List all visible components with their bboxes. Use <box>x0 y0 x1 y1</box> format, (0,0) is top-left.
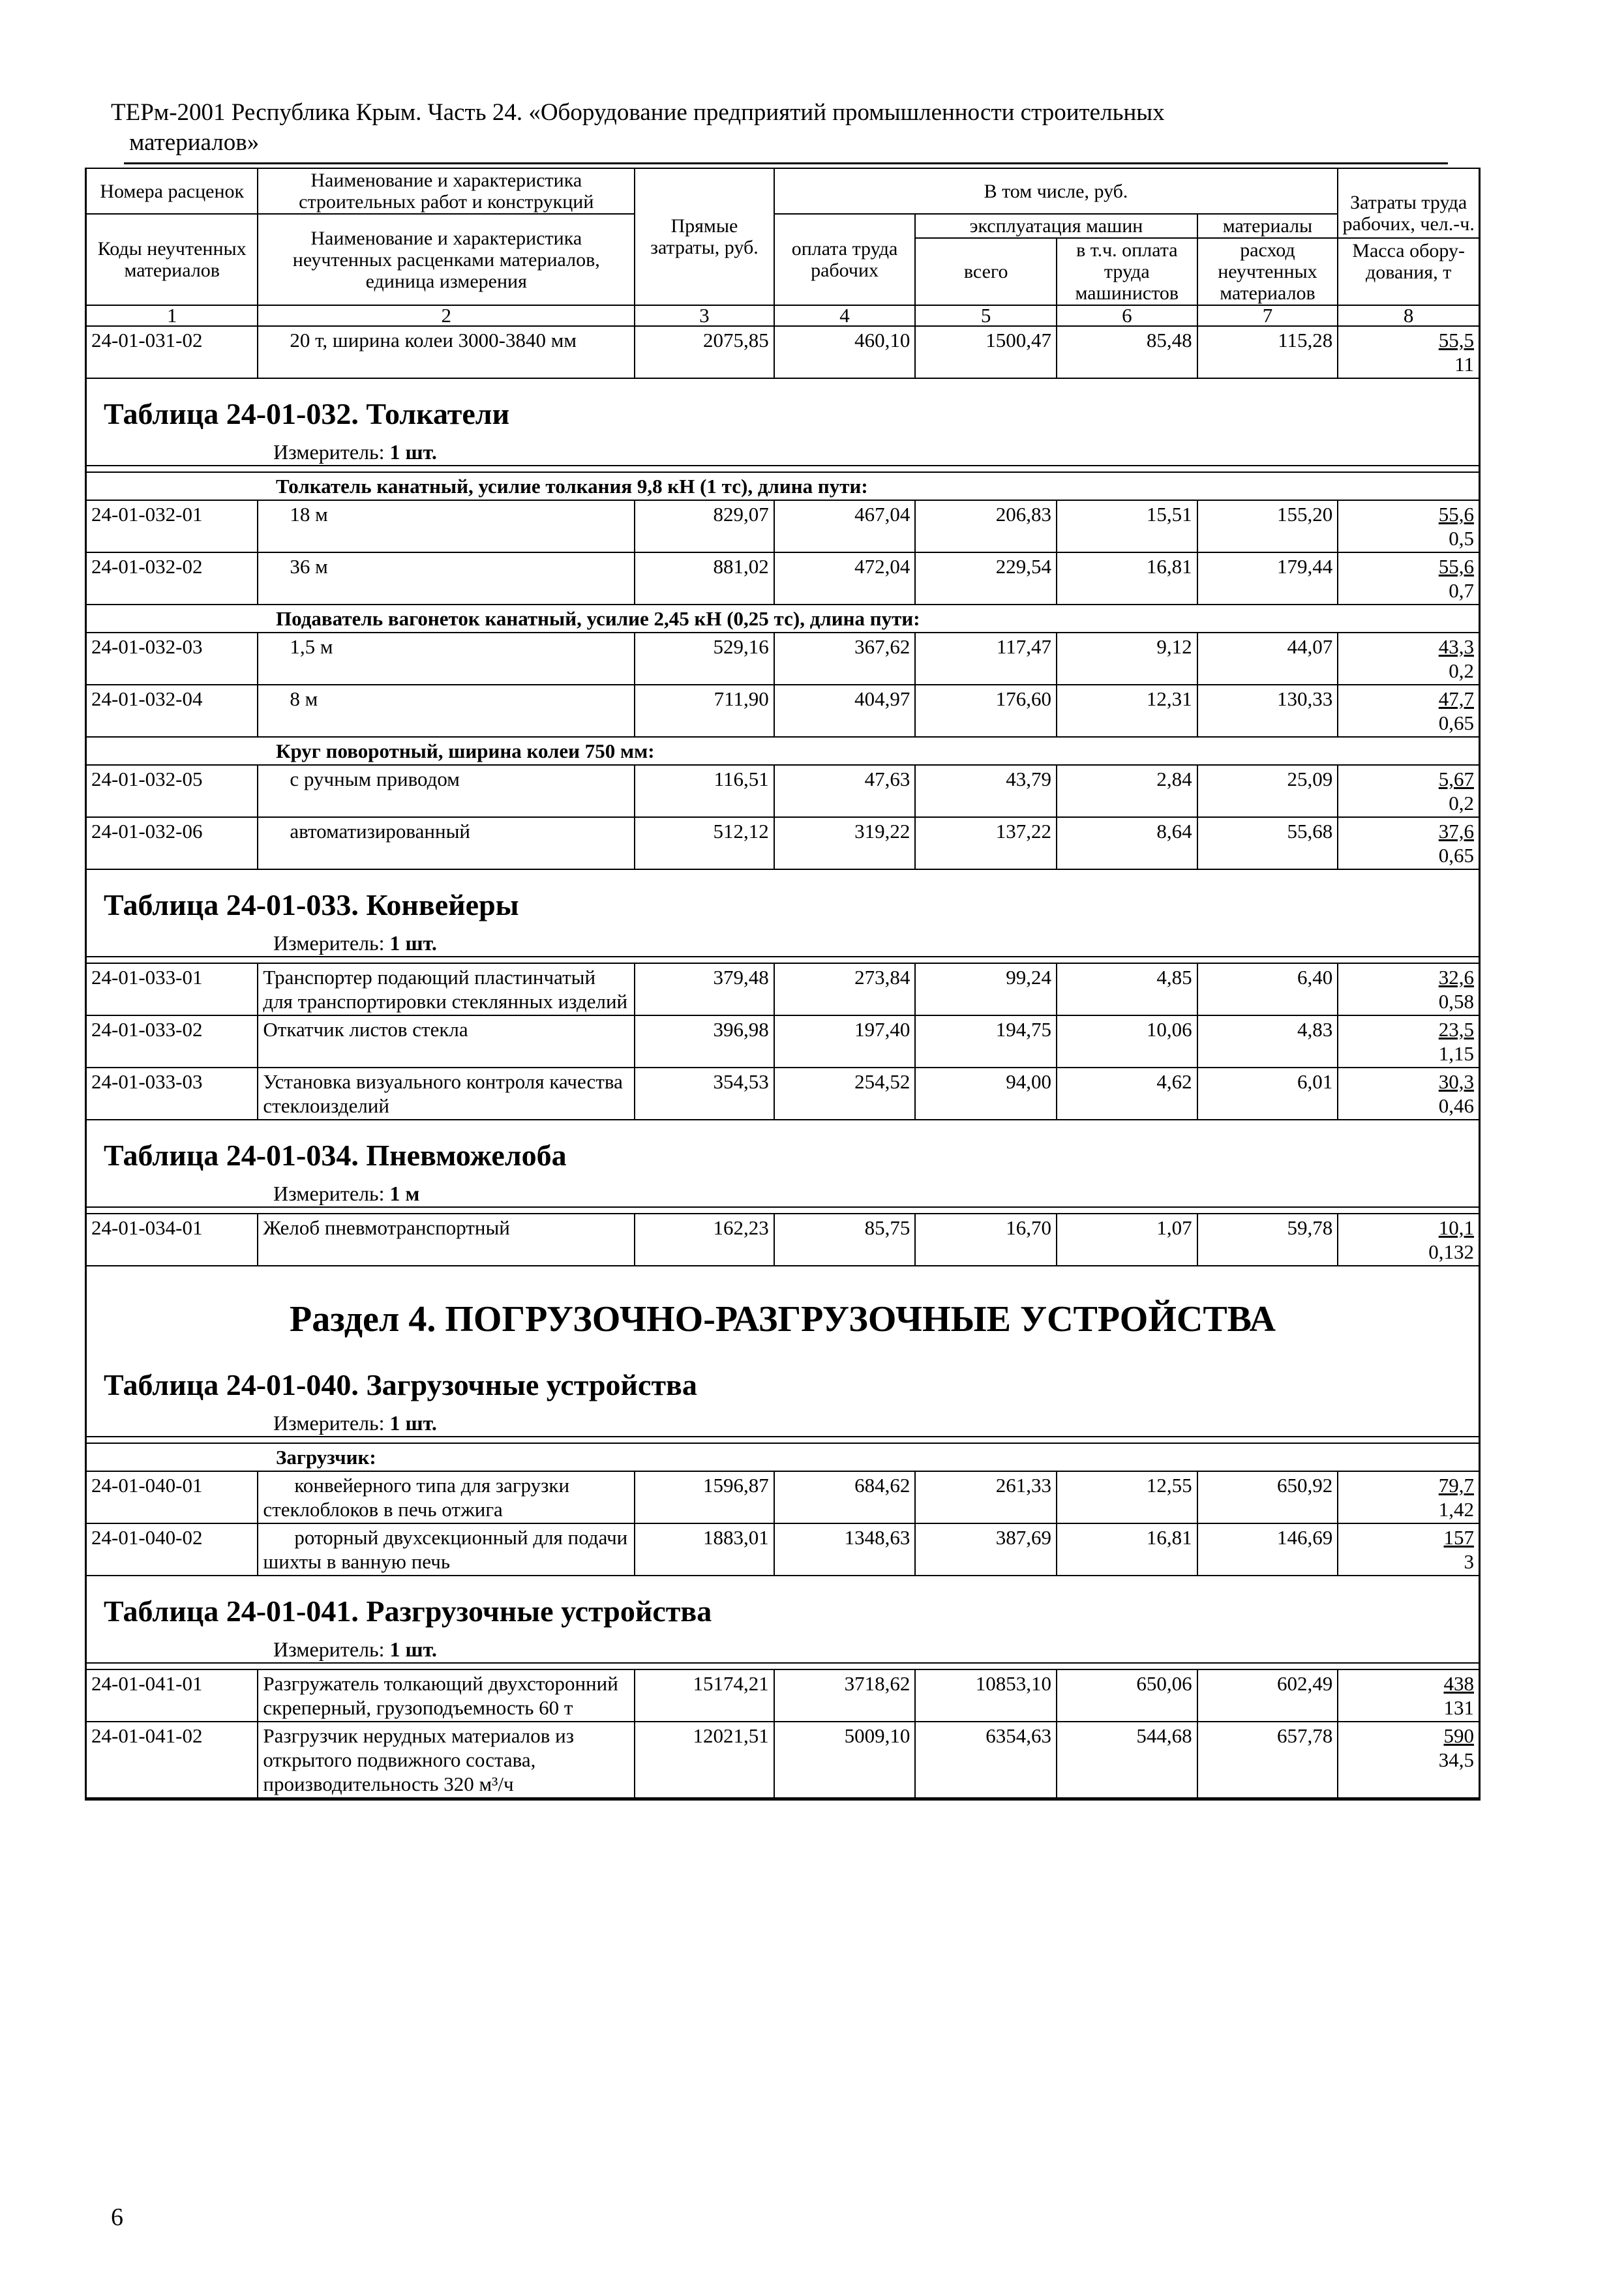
measure-value: 1 шт. <box>389 440 437 464</box>
direct-costs: 162,23 <box>635 1214 774 1266</box>
col1-top: Номера расценок <box>87 168 258 214</box>
equipment-mass: 0,58 <box>1438 990 1474 1013</box>
materials-cost: 130,33 <box>1197 685 1338 737</box>
drivers-wage: 650,06 <box>1057 1669 1197 1722</box>
work-name: автоматизированный <box>258 817 635 869</box>
drivers-wage: 12,55 <box>1057 1471 1197 1523</box>
labor-wage: 85,75 <box>774 1214 916 1266</box>
work-name: роторный двухсекционный для подачи шихты в ванную печь <box>258 1523 635 1576</box>
direct-costs: 881,02 <box>635 552 774 605</box>
drivers-wage: 15,51 <box>1057 500 1197 552</box>
table-row <box>87 633 1479 685</box>
work-name: Желоб пневмотранспортный <box>258 1214 635 1266</box>
header-line-1: ТЕРм-2001 Республика Крым. Часть 24. «Оборудование предприятий промышленности строительных <box>111 99 1165 126</box>
column-number: 8 <box>1338 305 1479 326</box>
machines-total: 229,54 <box>915 552 1057 605</box>
equipment-mass: 131 <box>1443 1696 1474 1719</box>
work-name: Откатчик листов стекла <box>258 1015 635 1068</box>
page-number: 6 <box>111 2204 123 2231</box>
table-row <box>87 500 1479 552</box>
table-row <box>87 963 1479 1015</box>
rate-code: 24-01-033-01 <box>87 963 258 1015</box>
table-row <box>87 1669 1479 1722</box>
table-row <box>87 1471 1479 1523</box>
labor-hours: 55,5 <box>1438 329 1474 352</box>
labor-wage: 197,40 <box>774 1015 916 1068</box>
col8-top: Затраты труда рабочих, чел.-ч. <box>1342 192 1475 235</box>
work-name: 8 м <box>258 685 635 737</box>
rates-table <box>87 1206 1479 1266</box>
materials-cost: 146,69 <box>1197 1523 1338 1576</box>
labor-hours: 55,6 <box>1438 555 1474 578</box>
table-row <box>87 1523 1479 1576</box>
column-number: 6 <box>1057 305 1197 326</box>
labor-hours: 438 <box>1443 1672 1474 1695</box>
materials-cost: 115,28 <box>1197 326 1338 378</box>
labor-hours-and-mass <box>1338 765 1479 817</box>
machines-total: 117,47 <box>915 633 1057 685</box>
equipment-mass: 0,2 <box>1449 792 1474 815</box>
drivers-wage: 544,68 <box>1057 1722 1197 1798</box>
rate-code: 24-01-032-01 <box>87 500 258 552</box>
table-row <box>87 685 1479 737</box>
work-name: Разгружатель толкающий двухсторонний скреперный, грузоподъемность 60 т <box>258 1669 635 1722</box>
labor-hours-and-mass <box>1338 1722 1479 1798</box>
group-heading-row <box>87 737 1479 765</box>
rate-code: 24-01-032-03 <box>87 633 258 685</box>
work-name: Транспортер подающий пластинчатый для транспортировки стеклянных изделий <box>258 963 635 1015</box>
group-heading: Загрузчик: <box>87 1443 1479 1471</box>
direct-costs: 1883,01 <box>635 1523 774 1576</box>
equipment-mass: 11 <box>1454 353 1474 376</box>
labor-hours: 5,67 <box>1438 768 1474 790</box>
materials-cost: 4,83 <box>1197 1015 1338 1068</box>
measure-value: 1 шт. <box>389 931 437 955</box>
labor-wage: 3718,62 <box>774 1669 916 1722</box>
equipment-mass: 0,7 <box>1449 579 1474 602</box>
rate-code: 24-01-040-02 <box>87 1523 258 1576</box>
measure-label: Измеритель: <box>273 440 385 464</box>
machines-total: 99,24 <box>915 963 1057 1015</box>
labor-hours-and-mass <box>1338 963 1479 1015</box>
measure-value: 1 м <box>389 1182 420 1205</box>
rates-table <box>87 1436 1479 1576</box>
machines-total: 10853,10 <box>915 1669 1057 1722</box>
labor-hours-and-mass <box>1338 1471 1479 1523</box>
materials-header: материалы <box>1197 214 1338 238</box>
direct-costs: 2075,85 <box>635 326 774 378</box>
equipment-mass: 0,2 <box>1449 659 1474 682</box>
rate-code: 24-01-032-05 <box>87 765 258 817</box>
page-header <box>111 98 1454 158</box>
labor-wage: 5009,10 <box>774 1722 916 1798</box>
labor-hours-and-mass <box>1338 552 1479 605</box>
drivers-wage: 4,85 <box>1057 963 1197 1015</box>
equipment-mass: 0,65 <box>1438 844 1474 867</box>
materials-cost: 6,40 <box>1197 963 1338 1015</box>
equipment-mass: 0,132 <box>1428 1240 1474 1263</box>
direct-costs: 15174,21 <box>635 1669 774 1722</box>
table-title: Таблица 24-01-033. Конвейеры <box>104 888 519 921</box>
drivers-wage: 16,81 <box>1057 552 1197 605</box>
labor-hours-and-mass <box>1338 1523 1479 1576</box>
equipment-mass: 1,42 <box>1438 1498 1474 1521</box>
labor-hours-and-mass <box>1338 633 1479 685</box>
group-heading-row <box>87 472 1479 500</box>
direct-costs: 512,12 <box>635 817 774 869</box>
group-heading: Подаватель вагонеток канатный, усилие 2,45 кН (0,25 тс), длина пути: <box>87 605 1479 633</box>
work-name: Разгрузчик нерудных материалов из открытого подвижного состава, производительность 320 м³/ч <box>258 1722 635 1798</box>
work-name: конвейерного типа для загрузки стеклоблоков в печь отжига <box>258 1471 635 1523</box>
labor-hours: 23,5 <box>1438 1018 1474 1041</box>
table-row <box>87 552 1479 605</box>
labor-wage: 1348,63 <box>774 1523 916 1576</box>
table-title: Таблица 24-01-034. Пневможелоба <box>104 1139 567 1172</box>
machines-total: 6354,63 <box>915 1722 1057 1798</box>
labor-hours-and-mass <box>1338 1214 1479 1266</box>
labor-wage: 467,04 <box>774 500 916 552</box>
labor-wage: 273,84 <box>774 963 916 1015</box>
labor-wage: 404,97 <box>774 685 916 737</box>
column-number: 4 <box>774 305 916 326</box>
machines-total: 1500,47 <box>915 326 1057 378</box>
materials-cost: 59,78 <box>1197 1214 1338 1266</box>
column-number: 2 <box>258 305 635 326</box>
materials-cost: 6,01 <box>1197 1068 1338 1120</box>
drivers-wage: 9,12 <box>1057 633 1197 685</box>
measure-line <box>87 435 1479 465</box>
rate-code: 24-01-031-02 <box>87 326 258 378</box>
drivers-wage: 4,62 <box>1057 1068 1197 1120</box>
rates-table <box>87 956 1479 1120</box>
labor-hours-and-mass <box>1338 685 1479 737</box>
column-number: 3 <box>635 305 774 326</box>
drivers-wage: 1,07 <box>1057 1214 1197 1266</box>
column-number: 7 <box>1197 305 1338 326</box>
document-body <box>85 168 1481 1801</box>
rate-code: 24-01-032-06 <box>87 817 258 869</box>
direct-costs: 379,48 <box>635 963 774 1015</box>
labor-hours-and-mass <box>1338 1669 1479 1722</box>
measure-line <box>87 1176 1479 1206</box>
work-name: 36 м <box>258 552 635 605</box>
materials-cost: 155,20 <box>1197 500 1338 552</box>
labor-hours: 37,6 <box>1438 820 1474 843</box>
rate-code: 24-01-034-01 <box>87 1214 258 1266</box>
labor-hours: 79,7 <box>1438 1474 1474 1497</box>
materials-cost: 602,49 <box>1197 1669 1338 1722</box>
machines-total: 137,22 <box>915 817 1057 869</box>
rate-code: 24-01-040-01 <box>87 1471 258 1523</box>
labor-hours: 590 <box>1443 1724 1474 1747</box>
group-heading: Круг поворотный, ширина колеи 750 мм: <box>87 737 1479 765</box>
table-row <box>87 765 1479 817</box>
rate-code: 24-01-033-03 <box>87 1068 258 1120</box>
labor-hours-and-mass <box>1338 1068 1479 1120</box>
work-name: 20 т, ширина колеи 3000-3840 мм <box>258 326 635 378</box>
labor-wage: 367,62 <box>774 633 916 685</box>
machines-total: 194,75 <box>915 1015 1057 1068</box>
equipment-mass: 0,65 <box>1438 711 1474 734</box>
work-name: с ручным приводом <box>258 765 635 817</box>
rate-code: 24-01-041-01 <box>87 1669 258 1722</box>
labor-wage: 472,04 <box>774 552 916 605</box>
drivers-wage: 8,64 <box>1057 817 1197 869</box>
drivers-wage: 12,31 <box>1057 685 1197 737</box>
table-title: Таблица 24-01-040. Загрузочные устройства <box>104 1368 697 1401</box>
direct-costs: 1596,87 <box>635 1471 774 1523</box>
labor-hours-and-mass <box>1338 500 1479 552</box>
drivers-wage: 85,48 <box>1057 326 1197 378</box>
machines-total: 206,83 <box>915 500 1057 552</box>
equipment-mass: 1,15 <box>1438 1042 1474 1065</box>
measure-label: Измеритель: <box>273 1411 385 1435</box>
measure-label: Измеритель: <box>273 1182 385 1205</box>
col4-header: оплата труда рабочих <box>774 214 916 305</box>
drivers-wage: 10,06 <box>1057 1015 1197 1068</box>
labor-hours: 10,1 <box>1438 1216 1474 1239</box>
materials-cost: 657,78 <box>1197 1722 1338 1798</box>
column-header-table <box>87 168 1479 379</box>
labor-wage: 460,10 <box>774 326 916 378</box>
materials-cost: 650,92 <box>1197 1471 1338 1523</box>
col6-header: в т.ч. оплата труда машинистов <box>1057 238 1197 305</box>
labor-hours: 32,6 <box>1438 966 1474 989</box>
rate-code: 24-01-033-02 <box>87 1015 258 1068</box>
group-heading-row <box>87 605 1479 633</box>
measure-label: Измеритель: <box>273 931 385 955</box>
machines-total: 43,79 <box>915 765 1057 817</box>
measure-value: 1 шт. <box>389 1411 437 1435</box>
measure-line <box>87 926 1479 956</box>
measure-line <box>87 1632 1479 1662</box>
labor-hours: 55,6 <box>1438 503 1474 526</box>
machines-total: 387,69 <box>915 1523 1057 1576</box>
col8-bottom: Масса обору-дования, т <box>1338 237 1479 284</box>
incl-header: В том числе, руб. <box>774 168 1338 214</box>
measure-label: Измеритель: <box>273 1638 385 1661</box>
direct-costs: 711,90 <box>635 685 774 737</box>
rates-table <box>87 465 1479 870</box>
col3-header: Прямые затраты, руб. <box>635 168 774 305</box>
group-heading: Толкатель канатный, усилие толкания 9,8 кН (1 тс), длина пути: <box>87 472 1479 500</box>
labor-hours-and-mass <box>1338 1015 1479 1068</box>
column-number: 1 <box>87 305 258 326</box>
direct-costs: 354,53 <box>635 1068 774 1120</box>
table-row <box>87 1015 1479 1068</box>
direct-costs: 12021,51 <box>635 1722 774 1798</box>
labor-wage: 47,63 <box>774 765 916 817</box>
rate-code: 24-01-032-02 <box>87 552 258 605</box>
direct-costs: 529,16 <box>635 633 774 685</box>
labor-hours-and-mass <box>1338 326 1479 378</box>
drivers-wage: 2,84 <box>1057 765 1197 817</box>
table-row <box>87 1722 1479 1798</box>
direct-costs: 829,07 <box>635 500 774 552</box>
equipment-mass: 0,46 <box>1438 1094 1474 1117</box>
col8-header <box>1338 168 1479 305</box>
rates-table <box>87 1662 1479 1799</box>
equipment-mass: 0,5 <box>1449 527 1474 550</box>
labor-wage: 684,62 <box>774 1471 916 1523</box>
materials-cost: 44,07 <box>1197 633 1338 685</box>
table-title: Таблица 24-01-032. Толкатели <box>104 397 510 430</box>
labor-hours: 157 <box>1443 1526 1474 1549</box>
header-line-2: материалов» <box>129 129 260 156</box>
drivers-wage: 16,81 <box>1057 1523 1197 1576</box>
machines-header: эксплуатация машин <box>915 214 1197 238</box>
col5-header: всего <box>915 238 1057 305</box>
equipment-mass: 34,5 <box>1438 1748 1474 1771</box>
rate-code: 24-01-041-02 <box>87 1722 258 1798</box>
direct-costs: 396,98 <box>635 1015 774 1068</box>
table-row <box>87 326 1479 378</box>
col2-top: Наименование и характеристика строительных работ и конструкций <box>258 168 635 214</box>
machines-total: 176,60 <box>915 685 1057 737</box>
header-rule <box>124 162 1448 164</box>
labor-hours: 43,3 <box>1438 635 1474 658</box>
work-name: 1,5 м <box>258 633 635 685</box>
machines-total: 16,70 <box>915 1214 1057 1266</box>
work-name: Установка визуального контроля качества стеклоизделий <box>258 1068 635 1120</box>
table-title: Таблица 24-01-041. Разгрузочные устройства <box>104 1594 712 1628</box>
materials-cost: 55,68 <box>1197 817 1338 869</box>
measure-value: 1 шт. <box>389 1638 437 1661</box>
equipment-mass: 3 <box>1464 1550 1474 1573</box>
column-number: 5 <box>915 305 1057 326</box>
table-row <box>87 817 1479 869</box>
col2-bottom: Наименование и характеристика неучтенных расценками материалов, единица измерения <box>258 214 635 305</box>
rate-code: 24-01-032-04 <box>87 685 258 737</box>
group-heading-row <box>87 1443 1479 1471</box>
machines-total: 94,00 <box>915 1068 1057 1120</box>
labor-hours: 30,3 <box>1438 1070 1474 1093</box>
materials-cost: 179,44 <box>1197 552 1338 605</box>
section-title: Раздел 4. ПОГРУЗОЧНО-РАЗГРУЗОЧНЫЕ УСТРОЙСТВА <box>290 1299 1276 1339</box>
table-row <box>87 1214 1479 1266</box>
table-row <box>87 1068 1479 1120</box>
col7-header: расход неучтенных материалов <box>1197 238 1338 305</box>
direct-costs: 116,51 <box>635 765 774 817</box>
col1-bottom: Коды неучтенных материалов <box>87 214 258 305</box>
labor-wage: 319,22 <box>774 817 916 869</box>
labor-wage: 254,52 <box>774 1068 916 1120</box>
labor-hours: 47,7 <box>1438 687 1474 710</box>
machines-total: 261,33 <box>915 1471 1057 1523</box>
materials-cost: 25,09 <box>1197 765 1338 817</box>
work-name: 18 м <box>258 500 635 552</box>
labor-hours-and-mass <box>1338 817 1479 869</box>
measure-line <box>87 1406 1479 1436</box>
